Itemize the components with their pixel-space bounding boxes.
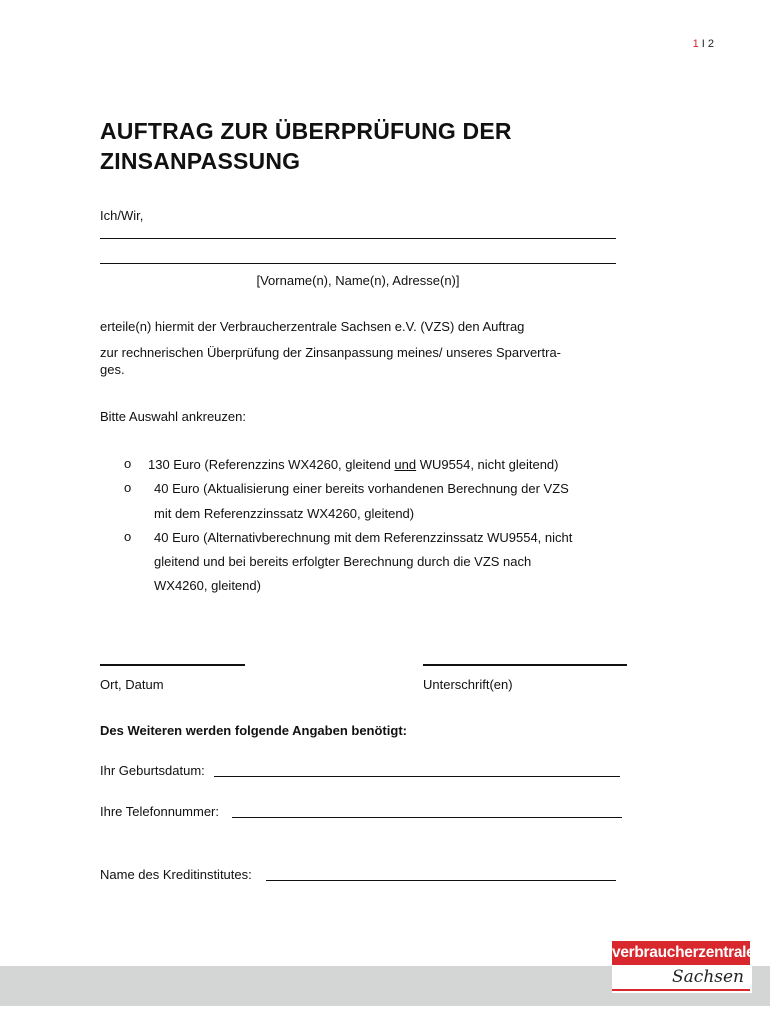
option-2-checkbox[interactable]: o: [124, 480, 132, 495]
logo-underline: [612, 989, 750, 991]
birthdate-label: Ihr Geburtsdatum:: [100, 763, 205, 778]
title-line-2: ZINSANPASSUNG: [100, 148, 301, 174]
title-line-1: AUFTRAG ZUR ÜBERPRÜFUNG DER: [100, 118, 512, 144]
logo-wordmark-top: verbraucherzentrale: [612, 941, 750, 965]
option-1-text-underlined: und: [394, 457, 417, 472]
signature-label: Unterschrift(en): [423, 677, 513, 692]
phone-label: Ihre Telefonnummer:: [100, 804, 219, 819]
option-1-checkbox[interactable]: o: [124, 456, 132, 471]
name-field-line-2[interactable]: [100, 263, 616, 264]
document-title: [100, 116, 660, 176]
name-field-line-1[interactable]: [100, 238, 616, 239]
option-2-line-1: 40 Euro (Aktualisierung einer bereits vorhandenen Berechnung der VZS: [154, 481, 569, 496]
place-date-label: Ort, Datum: [100, 677, 164, 692]
option-3-checkbox[interactable]: o: [124, 529, 132, 544]
additional-heading: Des Weiteren werden folgende Angaben benötigt:: [100, 723, 407, 738]
option-1-text-a: 130 Euro (Referenzzins WX4260, gleitend: [148, 457, 395, 472]
bank-label: Name des Kreditinstitutes:: [100, 867, 252, 882]
option-3-line-1: 40 Euro (Alternativberechnung mit dem Referenzzinssatz WU9554, nicht: [154, 530, 573, 545]
birthdate-field-line[interactable]: [214, 776, 620, 777]
paragraph-line-3: ges.: [100, 362, 125, 377]
phone-field-line[interactable]: [232, 817, 622, 818]
bank-field-line[interactable]: [266, 880, 616, 881]
logo-wordmark-bottom: Sachsen: [672, 967, 744, 987]
option-3-line-2: gleitend und bei bereits erfolgter Berechnung durch die VZS nach: [154, 554, 532, 569]
salutation: Ich/Wir,: [100, 208, 144, 223]
page-current: 1: [692, 38, 699, 50]
option-1-text-b: WU9554, nicht gleitend): [416, 457, 559, 472]
paragraph-line-1: erteile(n) hiermit der Verbraucherzentrale Sachsen e.V. (VZS) den Auftrag: [100, 319, 525, 334]
paragraph-line-2: zur rechnerischen Überprüfung der Zinsanpassung meines/ unseres Sparvertra-: [100, 345, 562, 360]
selection-prompt: Bitte Auswahl ankreuzen:: [100, 409, 246, 424]
page-separator: I: [698, 38, 708, 50]
signature-line[interactable]: [423, 664, 627, 666]
name-field-caption: [Vorname(n), Name(n), Adresse(n)]: [256, 273, 460, 288]
vzs-logo: [612, 941, 755, 993]
option-3-line-3: WX4260, gleitend): [154, 578, 261, 593]
place-date-line[interactable]: [100, 664, 245, 666]
page-total: 2: [707, 38, 714, 50]
option-1-text: [148, 453, 558, 477]
page-number: [693, 38, 714, 50]
option-2-line-2: mit dem Referenzzinssatz WX4260, gleitend): [154, 506, 415, 521]
